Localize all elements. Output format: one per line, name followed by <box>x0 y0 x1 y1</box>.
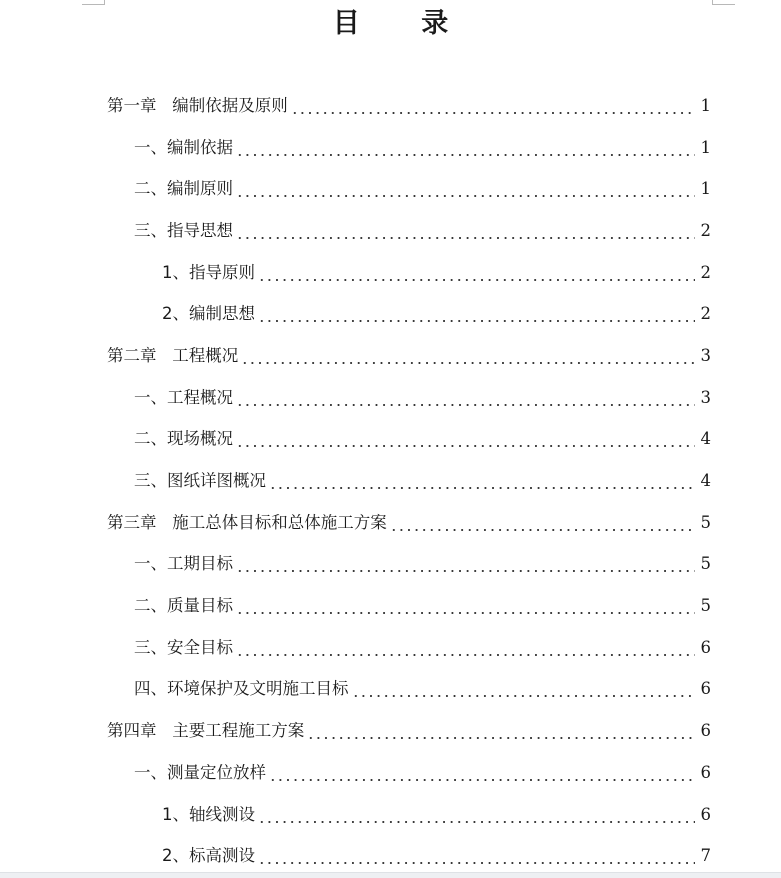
toc-dot-leader <box>291 96 695 116</box>
toc-page-number: 3 <box>700 345 711 365</box>
toc-entry-label: 一、测量定位放样 <box>134 762 266 782</box>
toc-dot-leader <box>307 721 694 741</box>
toc-entry[interactable] <box>0 794 781 836</box>
toc-page-number: 1 <box>700 95 711 115</box>
toc-dot-leader <box>390 513 695 533</box>
toc-entry[interactable] <box>0 168 781 210</box>
toc-entry-label: 二、现场概况 <box>134 429 233 449</box>
toc-entry-label: 第二章 工程概况 <box>107 345 239 365</box>
toc-entry-label: 1、轴线测设 <box>162 804 255 824</box>
toc-entry[interactable] <box>0 127 781 169</box>
toc-page-number: 4 <box>700 429 711 449</box>
toc-dot-leader <box>258 846 695 866</box>
toc-entry[interactable] <box>0 835 781 877</box>
toc-page-number: 6 <box>700 762 711 782</box>
toc-dot-leader <box>241 346 694 366</box>
toc-entry-label: 一、工期目标 <box>134 554 233 574</box>
toc-entry[interactable] <box>0 210 781 252</box>
toc-entry[interactable] <box>0 627 781 669</box>
toc-entry[interactable] <box>0 710 781 752</box>
toc-dot-leader <box>258 263 695 283</box>
toc-entry[interactable] <box>0 460 781 502</box>
toc-title: 目 录 <box>332 8 475 39</box>
toc-page-number: 5 <box>700 554 711 574</box>
toc-dot-leader <box>352 679 695 699</box>
toc-page-number: 6 <box>700 679 711 699</box>
toc-page-number: 2 <box>700 304 711 324</box>
toc-page-number: 7 <box>700 846 711 866</box>
toc-page-number: 6 <box>700 637 711 657</box>
toc-page-number: 5 <box>700 512 711 532</box>
toc-entry-label: 二、质量目标 <box>134 596 233 616</box>
toc-page-number: 1 <box>700 137 711 157</box>
toc-entry[interactable] <box>0 544 781 586</box>
toc-entry[interactable] <box>0 585 781 627</box>
toc-entry-label: 第三章 施工总体目标和总体施工方案 <box>107 512 387 532</box>
toc-dot-leader <box>236 179 695 199</box>
toc-entry[interactable] <box>0 85 781 127</box>
toc-entry-label: 一、工程概况 <box>134 387 233 407</box>
toc-entry-label: 2、编制思想 <box>162 304 255 324</box>
toc-entry-label: 三、安全目标 <box>134 637 233 657</box>
toc-entry[interactable] <box>0 335 781 377</box>
toc-dot-leader <box>236 429 695 449</box>
toc-dot-leader <box>236 138 695 158</box>
toc-dot-leader <box>258 304 695 324</box>
toc-entry[interactable] <box>0 293 781 335</box>
toc-page-number: 4 <box>700 471 711 491</box>
toc-dot-leader <box>236 221 695 241</box>
toc-page-number: 1 <box>700 179 711 199</box>
toc-entry-label: 1、指导原则 <box>162 262 255 282</box>
toc-entry-label: 第一章 编制依据及原则 <box>107 95 288 115</box>
toc-dot-leader <box>236 596 695 616</box>
toc-entry-label: 2、标高测设 <box>162 846 255 866</box>
toc-page-number: 2 <box>700 220 711 240</box>
toc-dot-leader <box>236 554 695 574</box>
toc-dot-leader <box>236 388 695 408</box>
toc-page-number: 6 <box>700 804 711 824</box>
toc-dot-leader <box>269 763 695 783</box>
toc-entry-label: 一、编制依据 <box>134 137 233 157</box>
toc-page-number: 3 <box>700 387 711 407</box>
toc-entry[interactable] <box>0 669 781 711</box>
toc-page-number: 5 <box>700 596 711 616</box>
toc-dot-leader <box>269 471 695 491</box>
toc-page-number: 2 <box>700 262 711 282</box>
toc-entry-label: 二、编制原则 <box>134 179 233 199</box>
toc-entry-label: 四、环境保护及文明施工目标 <box>134 679 349 699</box>
toc-entry[interactable] <box>0 377 781 419</box>
toc-entry[interactable] <box>0 419 781 461</box>
toc-entry-label: 三、图纸详图概况 <box>134 471 266 491</box>
toc-entry-label: 三、指导思想 <box>134 220 233 240</box>
toc-entry[interactable] <box>0 252 781 294</box>
page-bottom-edge <box>0 872 781 878</box>
toc-dot-leader <box>258 805 695 825</box>
toc-entry-label: 第四章 主要工程施工方案 <box>107 721 305 741</box>
toc-entry[interactable] <box>0 752 781 794</box>
toc-entry[interactable] <box>0 502 781 544</box>
toc-dot-leader <box>236 638 695 658</box>
toc-page-number: 6 <box>700 721 711 741</box>
table-of-contents <box>0 85 781 877</box>
